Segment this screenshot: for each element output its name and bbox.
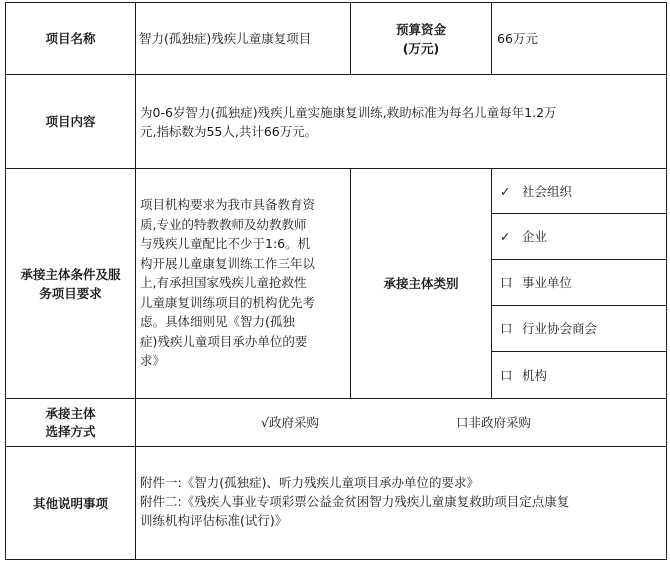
checkbox-icon: 口 (500, 321, 513, 336)
budget-label-line1: 预算资金 (395, 21, 446, 37)
other-notes-label: 其他说明事项 (32, 495, 108, 511)
checkbox-icon: 口 (500, 275, 513, 290)
requirements-line: 症)残疾儿童项目承办单位的要 (140, 333, 308, 349)
project-content-line1: 为0-6岁智力(孤独症)残疾儿童实施康复训练,救助标准为每名儿童每年1.2万 (140, 105, 557, 120)
requirements-label-line2: 务项目要求 (39, 285, 102, 301)
requirements-line: 项目机构要求为我市具备教育资 (140, 197, 316, 212)
entity-type-option-label: 行业协会商会 (522, 321, 598, 336)
project-name-value: 智力(孤独症)残疾儿童康复项目 (139, 31, 312, 46)
entity-type-option-social-org[interactable] (492, 169, 666, 213)
check-icon: ✓ (500, 183, 511, 199)
border-bottom (5, 559, 667, 560)
requirements-line: 构开展儿童康复训练工作三年以 (140, 255, 316, 271)
selection-method-label-line1: 承接主体 (45, 405, 96, 421)
project-content-label: 项目内容 (45, 114, 96, 129)
selection-option-non-government-procurement[interactable]: 口非政府采购 (456, 415, 532, 430)
entity-type-option-public-institution[interactable] (492, 260, 666, 305)
notes-line: 附件一:《智力(孤独症)、听力残疾儿童项目承办单位的要求》 (140, 475, 479, 490)
requirements-line: 与残疾儿童配比不少于1:6。机 (140, 236, 311, 251)
selection-method-label (6, 399, 135, 446)
entity-type-label: 承接主体类别 (383, 276, 459, 291)
selection-method-label-line2: 选择方式 (45, 423, 96, 439)
notes-line: 训练机构评估标准(试行)》 (140, 513, 288, 528)
budget-label (351, 3, 491, 74)
project-name-label: 项目名称 (45, 31, 96, 46)
project-content-line2: 元,指标数为55人,共计66万元。 (140, 124, 318, 139)
requirements-line: 求》 (140, 353, 166, 368)
requirements-text (136, 195, 350, 375)
project-form-table (5, 2, 667, 560)
requirements-label (6, 169, 135, 398)
entity-type-option-label: 企业 (522, 229, 548, 244)
requirements-line: 上,有承担国家残疾儿童抢救性 (140, 275, 307, 290)
entity-type-option-industry-association[interactable] (492, 306, 666, 351)
check-icon: ✓ (500, 229, 511, 244)
border-right (666, 2, 667, 560)
other-notes-text (136, 473, 666, 533)
checkbox-icon: 口 (500, 367, 513, 383)
project-content-text (136, 103, 666, 143)
requirements-line: 儿童康复训练项目的机构优先考 (140, 294, 316, 310)
budget-label-line2: (万元) (402, 40, 440, 56)
entity-type-option-label: 事业单位 (522, 275, 573, 290)
requirements-line: 质,专业的特教教师及幼教教师 (140, 216, 307, 232)
entity-type-option-label: 机构 (522, 367, 548, 383)
requirements-label-line1: 承接主体条件及服 (20, 266, 121, 282)
entity-type-option-label: 社会组织 (522, 183, 573, 199)
budget-value: 66万元 (497, 31, 538, 46)
entity-type-option-enterprise[interactable] (492, 214, 666, 259)
selection-option-government-procurement[interactable]: √政府采购 (261, 415, 319, 430)
requirements-line: 虑。具体细则见《智力(孤独 (140, 314, 295, 329)
entity-type-option-institution[interactable] (492, 352, 666, 398)
notes-line: 附件二:《残疾人事业专项彩票公益金贫困智力残疾儿童康复救助项目定点康复 (140, 494, 570, 509)
